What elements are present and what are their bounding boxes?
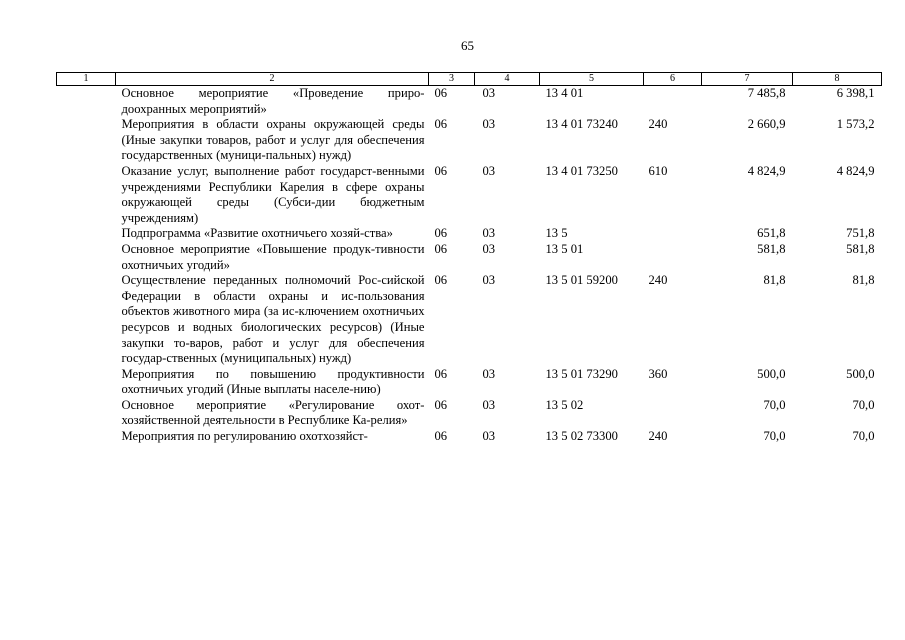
target-article-code: 13 5 xyxy=(545,226,568,241)
column-header-8: 8 xyxy=(793,73,882,86)
subsection-code: 03 xyxy=(482,366,496,381)
item-name: Мероприятия по регулированию охотхозяйст- xyxy=(121,429,368,444)
row-number-cell xyxy=(57,117,116,164)
subsection-code: 03 xyxy=(482,86,496,100)
column-header-3: 3 xyxy=(429,73,475,86)
amount-col8: 70,0 xyxy=(852,429,875,444)
budget-table xyxy=(56,72,882,445)
expense-type-code xyxy=(644,226,702,242)
amount-col8: 70,0 xyxy=(852,397,875,412)
amount-col7: 70,0 xyxy=(763,429,786,444)
row-number-cell xyxy=(57,367,116,398)
amount-col8: 6 398,1 xyxy=(836,86,875,100)
expense-type-code xyxy=(644,398,702,429)
expense-type-code xyxy=(644,242,702,273)
amount-col8: 1 573,2 xyxy=(836,117,875,132)
subsection-code: 03 xyxy=(482,273,496,288)
row-number-cell xyxy=(57,242,116,273)
table-body xyxy=(57,86,882,445)
section-code: 06 xyxy=(434,163,448,178)
amount-col7: 81,8 xyxy=(763,273,786,288)
expense-type-code: 360 xyxy=(648,366,668,381)
amount-col8: 81,8 xyxy=(852,273,875,288)
subsection-code: 03 xyxy=(482,241,496,256)
target-article-code: 13 4 01 73240 xyxy=(545,117,618,132)
target-article-code: 13 5 02 xyxy=(545,397,584,412)
target-article-code: 13 4 01 xyxy=(545,86,584,100)
column-header-1: 1 xyxy=(57,73,116,86)
column-header-4: 4 xyxy=(475,73,540,86)
table-row xyxy=(57,398,882,429)
subsection-code: 03 xyxy=(482,117,496,132)
item-name: Основное мероприятие «Повышение продук-тивности охотничьих угодий» xyxy=(121,241,425,272)
expense-type-code: 240 xyxy=(648,273,668,288)
section-code: 06 xyxy=(434,117,448,132)
amount-col8: 4 824,9 xyxy=(836,163,875,178)
subsection-code: 03 xyxy=(482,226,496,241)
row-number-cell xyxy=(57,86,116,118)
item-name: Осуществление переданных полномочий Рос-сийской Федерации в области охраны и ис-пользования объектов животного мира (за ис-ключением охотничьих ресурсов и водных биологических ресурсов) (Иные закупки то-варов, работ и услуг для обеспечения государ-ственных (муниципальных) нужд) xyxy=(121,273,425,366)
expense-type-code: 610 xyxy=(648,163,668,178)
item-name: Мероприятия в области охраны окружающей среды (Иные закупки товаров, работ и услуг для обеспечения государственных (муници-пальных) нужд) xyxy=(121,117,425,163)
target-article-code: 13 5 01 xyxy=(545,241,584,256)
subsection-code: 03 xyxy=(482,397,496,412)
target-article-code: 13 5 01 59200 xyxy=(545,273,618,288)
amount-col7: 4 824,9 xyxy=(747,163,786,178)
row-number-cell xyxy=(57,226,116,242)
row-number-cell xyxy=(57,273,116,367)
amount-col8: 581,8 xyxy=(846,241,875,256)
amount-col7: 581,8 xyxy=(757,241,786,256)
item-name: Основное мероприятие «Регулирование охот-хозяйственной деятельности в Республике Ка-релия» xyxy=(121,397,425,428)
section-code: 06 xyxy=(434,86,448,100)
expense-type-code xyxy=(644,86,702,118)
column-header-2: 2 xyxy=(116,73,429,86)
row-number-cell xyxy=(57,398,116,429)
amount-col8: 751,8 xyxy=(846,226,875,241)
item-name: Мероприятия по повышению продуктивности охотничьих угодий (Иные выплаты населе-нию) xyxy=(121,366,425,397)
table-header xyxy=(57,73,882,86)
amount-col7: 651,8 xyxy=(757,226,786,241)
expense-type-code: 240 xyxy=(648,117,668,132)
table-row xyxy=(57,164,882,226)
column-header-5: 5 xyxy=(540,73,644,86)
section-code: 06 xyxy=(434,273,448,288)
subsection-code: 03 xyxy=(482,429,496,444)
table-row xyxy=(57,273,882,367)
section-code: 06 xyxy=(434,366,448,381)
target-article-code: 13 5 02 73300 xyxy=(545,429,618,444)
section-code: 06 xyxy=(434,226,448,241)
amount-col7: 70,0 xyxy=(763,397,786,412)
table-row xyxy=(57,429,882,445)
item-name: Основное мероприятие «Проведение приро-доохранных мероприятий» xyxy=(121,86,425,116)
header-row xyxy=(57,73,882,86)
page-number: 65 xyxy=(461,38,474,53)
row-number-cell xyxy=(57,429,116,445)
target-article-code: 13 4 01 73250 xyxy=(545,163,618,178)
expense-type-code: 240 xyxy=(648,429,668,444)
table-row xyxy=(57,226,882,242)
section-code: 06 xyxy=(434,397,448,412)
subsection-code: 03 xyxy=(482,163,496,178)
amount-col7: 7 485,8 xyxy=(747,86,786,100)
table-row xyxy=(57,242,882,273)
section-code: 06 xyxy=(434,429,448,444)
amount-col8: 500,0 xyxy=(846,366,875,381)
target-article-code: 13 5 01 73290 xyxy=(545,366,618,381)
column-header-6: 6 xyxy=(644,73,702,86)
item-name: Подпрограмма «Развитие охотничьего хозяй-ства» xyxy=(121,226,393,241)
table-row xyxy=(57,117,882,164)
item-name: Оказание услуг, выполнение работ государст-венными учреждениями Республики Карелия в сфере охраны окружающей среды (Субси-дии бюджетным учреждениям) xyxy=(121,163,425,225)
amount-col7: 500,0 xyxy=(757,366,786,381)
table-row xyxy=(57,86,882,118)
section-code: 06 xyxy=(434,241,448,256)
row-number-cell xyxy=(57,164,116,226)
amount-col7: 2 660,9 xyxy=(747,117,786,132)
column-header-7: 7 xyxy=(702,73,793,86)
table-row xyxy=(57,367,882,398)
